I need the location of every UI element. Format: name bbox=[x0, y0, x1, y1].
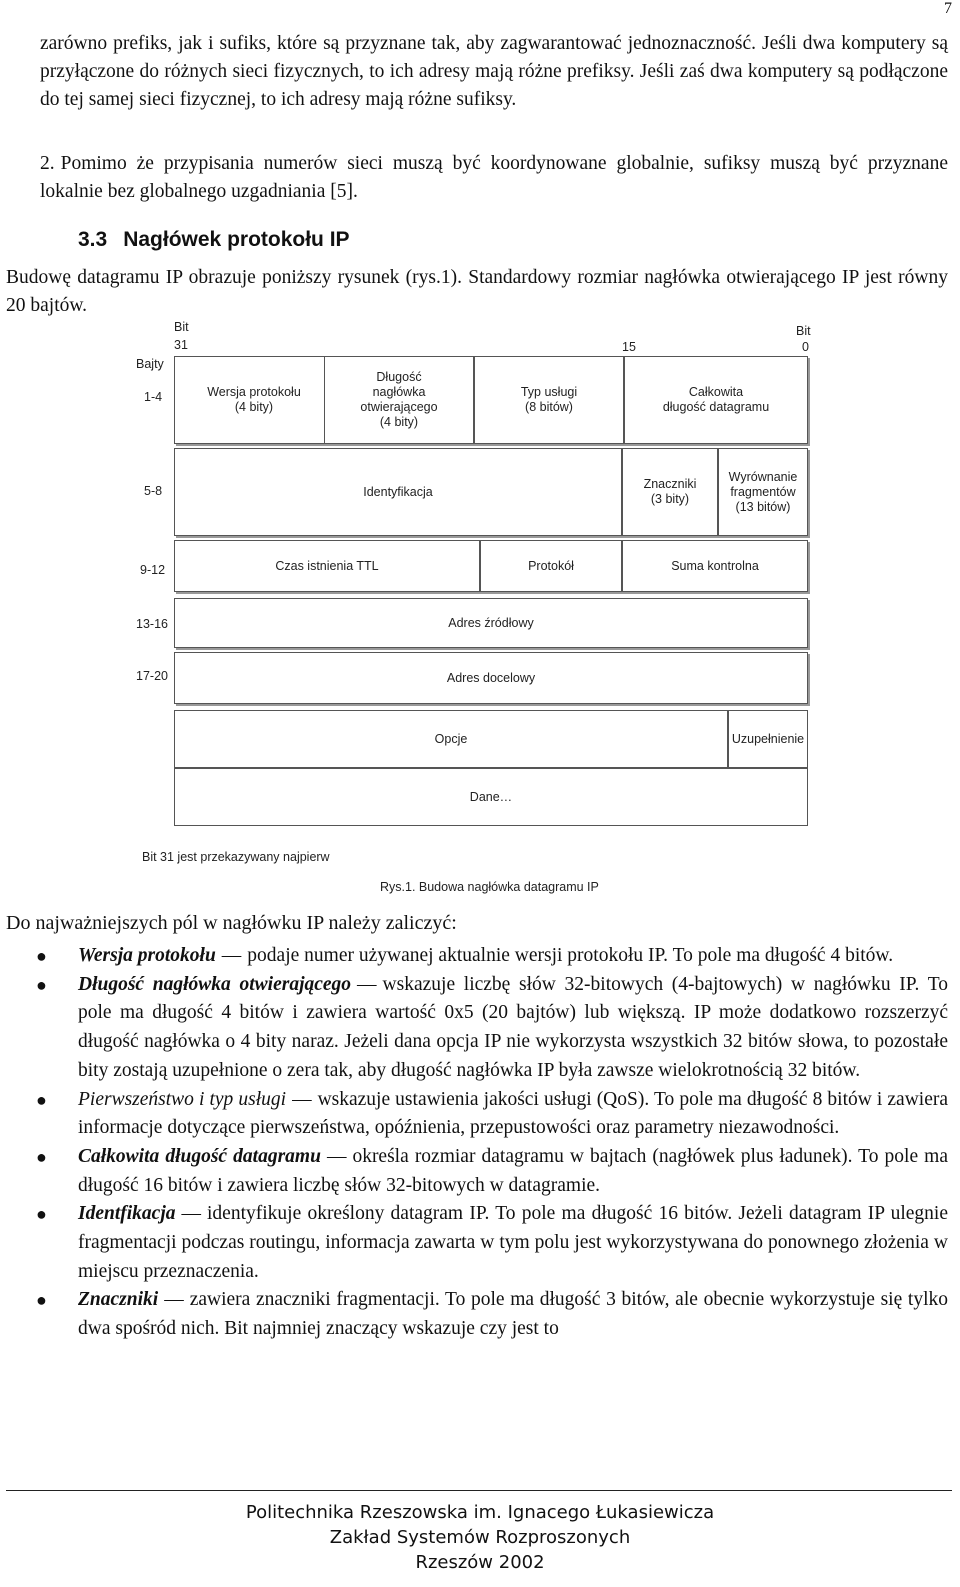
field-term: Identfikacja bbox=[78, 1203, 176, 1225]
list-item: ● Pierwszeństwo i typ usługi — wskazuje ustawienia jakości usługi (QoS). To pole ma długość 8 bitów i zawiera informacje dotyczące pierwszeństwa, opóźnienia, przepustowości oraz parametry niezawodności. bbox=[0, 1086, 948, 1143]
field-term: Całkowita długość datagramu bbox=[78, 1145, 321, 1167]
field-term: Wersja protokołu bbox=[78, 945, 216, 966]
bullet-icon: ● bbox=[36, 1290, 47, 1311]
fields-intro: Do najważniejszych pól w nagłówku IP należy zaliczyć: bbox=[6, 912, 457, 934]
field-identification: Identyfikacja bbox=[174, 448, 622, 536]
field-description: określa rozmiar datagramu w bajtach (nagłówek plus ładunek). To pole ma długość 16 bitów i zawiera liczbę słów 32-bitowych w datagramie. bbox=[78, 1145, 948, 1196]
section-heading bbox=[78, 228, 350, 252]
field-description: zawiera znaczniki fragmentacji. To pole ma długość 3 bitów, ale obecnie wykorzystuje się tylko dwa spośród nich. Bit najmniej znaczący wskazuje czy jest to bbox=[78, 1289, 948, 1340]
section-number: 3.3 bbox=[78, 228, 108, 251]
figure-caption: Rys.1. Budowa nagłówka datagramu IP bbox=[380, 880, 599, 894]
field-data: Dane… bbox=[174, 768, 808, 826]
bullet-icon: ● bbox=[36, 946, 47, 966]
field-padding: Uzupełnienie bbox=[728, 710, 808, 768]
row-label: 13-16 bbox=[136, 617, 168, 631]
bit-right-value: 0 bbox=[802, 340, 809, 354]
bytes-label: Bajty bbox=[136, 357, 164, 371]
field-description: wskazuje ustawienia jakości usługi (QoS). To pole ma długość 8 bitów i zawiera informacje dotyczące pierwszeństwa, opóźnienia, przepustowości oraz parametry niezawodności. bbox=[78, 1088, 948, 1139]
list-item: ● Całkowita długość datagramu — określa rozmiar datagramu w bajtach (nagłówek plus ładunek). To pole ma długość 16 bitów i zawiera liczbę słów 32-bitowych w datagramie. bbox=[0, 1143, 948, 1200]
bullet-icon: ● bbox=[36, 1146, 47, 1167]
row-label: 17-20 bbox=[136, 669, 168, 683]
field-total-length: Całkowita długość datagramu bbox=[624, 356, 808, 444]
row-label: 5-8 bbox=[144, 484, 163, 498]
bullet-icon: ● bbox=[36, 1089, 47, 1110]
field-description: identyfikuje określony datagram IP. To pole ma długość 16 bitów. Jeżeli datagram IP ulegnie fragmentacji podczas routingu, informacja zawarta w tym polu jest wykorzystywana do ponownego złożenia w miejscu przeznaczenia. bbox=[78, 1203, 948, 1282]
footer-department: Zakład Systemów Rozproszonych bbox=[329, 1527, 631, 1548]
bullet-icon: ● bbox=[36, 1204, 47, 1225]
field-description: podaje numer używanej aktualnie wersji protokołu IP. To pole ma długość 4 bitów. bbox=[247, 945, 894, 966]
bullet-icon: ● bbox=[36, 974, 47, 995]
field-service-type: Typ usługi (8 bitów) bbox=[474, 356, 624, 444]
footer-place-year: Rzeszów 2002 bbox=[415, 1552, 545, 1573]
row-label: 9-12 bbox=[140, 563, 166, 577]
page-number: 7 bbox=[944, 0, 952, 17]
section-title: Nagłówek protokołu IP bbox=[123, 228, 350, 251]
field-protocol: Protokół bbox=[480, 540, 622, 592]
section-body: Budowę datagramu IP obrazuje poniższy rysunek (rys.1). Standardowy rozmiar nagłówka otwierającego IP jest równy 20 bajtów. bbox=[6, 267, 948, 316]
list-item: ● Długość nagłówka otwierającego — wskazuje liczbę słów 32-bitowych (4-bajtowych) w nagłówku IP. To pole ma długość 4 bitów i zawiera wartość 0x5 (20 bajtów) lub większą. IP może dodatkowo rozszerzyć długość nagłówka o 4 bity naraz. Jeżeli dana opcja IP nie wykorzysta wszystkich 32 bitów słowa, to pozostałe bity zostają uzupełnione o zera tak, aby długość nagłówka IP była zawsze wielokrotnością 32 bitów. bbox=[0, 971, 948, 1086]
bit-mid-value: 15 bbox=[622, 340, 636, 354]
field-checksum: Suma kontrolna bbox=[622, 540, 808, 592]
field-header-length: Długość nagłówka otwierającego (4 bity) bbox=[324, 356, 474, 444]
field-description: wskazuje liczbę słów 32-bitowych (4-bajtowych) w nagłówku IP. To pole ma długość 4 bitów i zawiera wartość 0x5 (20 bajtów) lub większą. IP może dodatkowo rozszerzyć długość nagłówka o 4 bity naraz. Jeżeli dana opcja IP nie wykorzysta wszystkich 32 bitów słowa, to pozostałe bity zostają uzupełnione o zera tak, aby długość nagłówka IP była zawsze wielokrotnością 32 bitów. bbox=[78, 973, 948, 1081]
field-term: Znaczniki bbox=[78, 1289, 159, 1311]
bit-right-label: Bit bbox=[796, 324, 811, 338]
bit-order-note: Bit 31 jest przekazywany najpierw bbox=[142, 850, 330, 864]
list-item: ● Identfikacja — identyfikuje określony datagram IP. To pole ma długość 16 bitów. Jeżeli datagram IP ulegnie fragmentacji podczas routingu, informacja zawarta w tym polu jest wykorzystywana do ponownego złożenia w miejscu przeznaczenia. bbox=[0, 1200, 948, 1286]
row-label: 1-4 bbox=[144, 390, 163, 404]
field-flags: Znaczniki (3 bity) bbox=[622, 448, 718, 536]
footer-university: Politechnika Rzeszowska im. Ignacego Łukasiewicza bbox=[245, 1502, 715, 1523]
bit-left-label: Bit bbox=[174, 320, 189, 334]
list-item: ● Wersja protokołu — podaje numer używanej aktualnie wersji protokołu IP. To pole ma długość 4 bitów. bbox=[0, 942, 948, 971]
field-source-address: Adres źródłowy bbox=[174, 598, 808, 648]
bit-left-value: 31 bbox=[174, 338, 188, 352]
numbered-item-2 bbox=[40, 150, 948, 206]
intro-paragraph: zarówno prefiks, jak i sufiks, które są przyznane tak, aby zagwarantować jednoznaczność. Jeśli dwa komputery są przyłączone do różnych sieci fizycznych, to ich adresy mają różne prefiksy. Jeśli zaś dwa komputery są podłączone do tej samej sieci fizycznej, to ich adresy mają różne sufiksy. bbox=[40, 33, 948, 110]
list-item: ● Znaczniki — zawiera znaczniki fragmentacji. To pole ma długość 3 bitów, ale obecnie wykorzystuje się tylko dwa spośród nich. Bit najmniej znaczący wskazuje czy jest to bbox=[0, 1286, 948, 1343]
field-version: Wersja protokołu (4 bity) bbox=[174, 356, 334, 444]
field-ttl: Czas istnienia TTL bbox=[174, 540, 480, 592]
field-term: Pierwszeństwo i typ usługi bbox=[78, 1088, 287, 1110]
field-destination-address: Adres docelowy bbox=[174, 652, 808, 704]
field-options: Opcje bbox=[174, 710, 728, 768]
field-fragment-offset: Wyrównanie fragmentów (13 bitów) bbox=[718, 448, 808, 536]
footer-divider bbox=[6, 1490, 952, 1491]
header-field-list bbox=[0, 942, 948, 1344]
field-term: Długość nagłówka otwierającego bbox=[78, 973, 352, 995]
item-text: Pomimo że przypisania numerów sieci muszą być koordynowane globalnie, sufiksy muszą być przyznane lokalnie bez globalnego uzgadniania [5]. bbox=[40, 153, 948, 202]
item-number: 2. bbox=[40, 153, 55, 174]
